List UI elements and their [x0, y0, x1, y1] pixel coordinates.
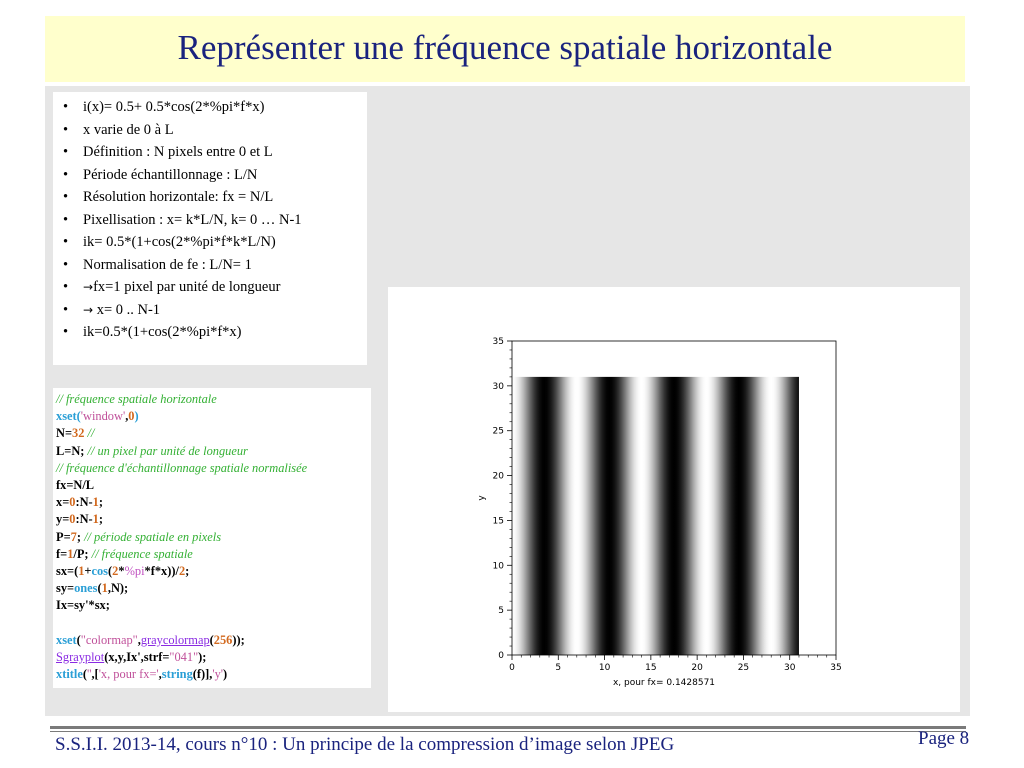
- y-tick-label: 15: [492, 516, 504, 527]
- bullet-item: • →fx=1 pixel par unité de longueur: [61, 276, 367, 299]
- code-line-blank: [56, 614, 371, 631]
- code-line: // fréquence spatiale horizontale: [56, 392, 217, 406]
- slide-title: Représenter une fréquence spatiale horizontale: [177, 28, 833, 67]
- y-tick-label: 10: [492, 561, 504, 572]
- x-tick-label: 25: [737, 663, 750, 673]
- bullet-item: • ik= 0.5*(1+cos(2*%pi*f*k*L/N): [61, 231, 367, 254]
- bullet-item: • x varie de 0 à L: [61, 119, 367, 142]
- code-line: xset('window',0): [56, 409, 139, 424]
- bullet-item: • Définition : N pixels entre 0 et L: [61, 141, 367, 164]
- x-tick-label: 35: [830, 663, 842, 673]
- title-box: [45, 16, 965, 82]
- y-axis-label: y: [477, 495, 487, 501]
- x-tick-label: 30: [783, 663, 796, 673]
- bullet-item: • Période échantillonnage : L/N: [61, 164, 367, 187]
- code-line: // fréquence d'échantillonnage spatiale normalisée: [56, 460, 308, 475]
- code-line: Sgrayplot(x,y,Ix',strf="041");: [56, 649, 207, 664]
- footer-divider-thin: [50, 731, 966, 732]
- code-line: N=32 //: [56, 426, 95, 441]
- bullet-list: [53, 92, 367, 344]
- bullet-item: • i(x)= 0.5+ 0.5*cos(2*%pi*f*x): [61, 96, 367, 119]
- code-line: xset("colormap",graycolormap(256));: [56, 632, 245, 647]
- bullet-list-panel: [53, 92, 367, 365]
- y-tick-label: 30: [492, 381, 504, 392]
- footer-text: S.S.I.I. 2013-14, cours n°10 : Un principe de la compression d’image selon JPEG: [55, 734, 675, 755]
- scilab-code-panel: [53, 388, 371, 688]
- x-tick-label: 0: [509, 663, 515, 673]
- code-line: fx=N/L: [56, 477, 95, 492]
- x-axis-label: x, pour fx= 0.1428571: [612, 678, 716, 688]
- footer-divider: [50, 726, 966, 729]
- x-tick-label: 15: [645, 663, 657, 673]
- code-line: sx=(1+cos(2*%pi*f*x))/2;: [56, 563, 190, 578]
- bullet-item: • Résolution horizontale: fx = N/L: [61, 186, 367, 209]
- page-number: Page 8: [918, 728, 970, 749]
- y-tick-label: 5: [498, 606, 504, 617]
- bullet-item: • Normalisation de fe : L/N= 1: [61, 254, 367, 277]
- x-tick-label: 5: [555, 663, 562, 673]
- bullet-item: • ik=0.5*(1+cos(2*%pi*f*x): [61, 321, 367, 344]
- grayplot-image: [512, 377, 799, 655]
- x-tick-label: 20: [691, 663, 703, 673]
- y-tick-label: 0: [498, 651, 504, 661]
- code-line: x=0:N-1;: [56, 495, 104, 510]
- bullet-item: • Pixellisation : x= k*L/N, k= 0 … N-1: [61, 209, 367, 232]
- y-tick-label: 35: [492, 337, 504, 347]
- bullet-item: • → x= 0 .. N-1: [61, 299, 367, 322]
- code-line: sy=ones(1,N);: [56, 581, 129, 596]
- code-line: xtitle('',['x, pour fx=',string(f)],'y'): [56, 667, 228, 681]
- code-line: f=1/P; // fréquence spatiale: [56, 546, 193, 561]
- code-line: P=7; // période spatiale en pixels: [56, 529, 222, 544]
- y-tick-label: 20: [492, 471, 504, 482]
- right-arrow-icon: →: [83, 280, 94, 294]
- x-tick-label: 10: [598, 663, 611, 673]
- right-arrow-icon: →: [83, 302, 94, 317]
- grayplot-chart: [388, 287, 960, 712]
- code-line: Ix=sy'*sx;: [56, 598, 110, 613]
- plot-panel: [388, 287, 960, 712]
- code-line: L=N; // un pixel par unité de longueur: [56, 443, 248, 458]
- y-tick-label: 25: [492, 426, 504, 437]
- code-line: y=0:N-1;: [56, 512, 104, 527]
